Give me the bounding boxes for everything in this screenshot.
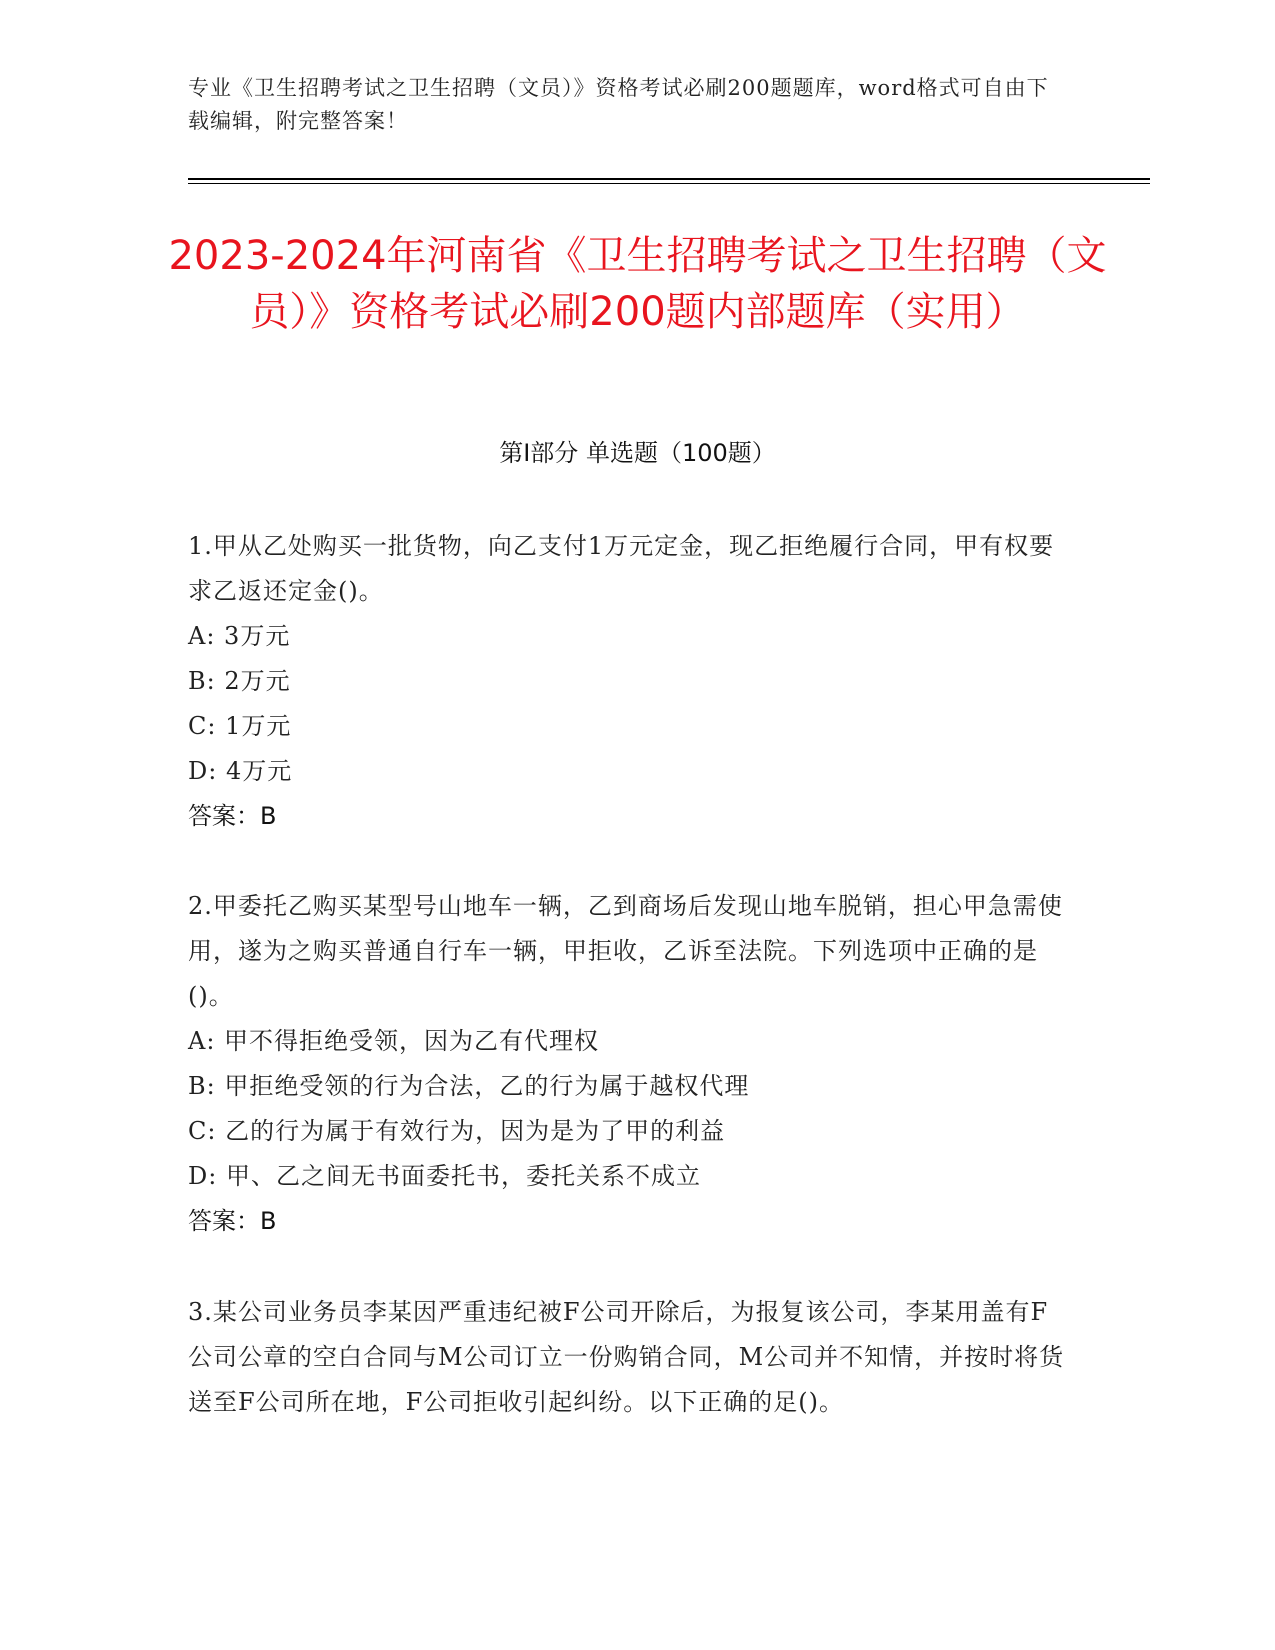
header-divider-thick: [188, 178, 1150, 180]
document-title: 2023-2024年河南省《卫生招聘考试之卫生招聘（文员）》资格考试必刷200题内部题库（实用）: [168, 233, 1107, 335]
option-d: D: 甲、乙之间无书面委托书，委托关系不成立: [188, 1162, 701, 1190]
option-c: C: 1万元: [188, 712, 292, 740]
option-a: A: 甲不得拒绝受领，因为乙有代理权: [188, 1027, 600, 1055]
question-3: [188, 1290, 1068, 1425]
answer: 答案：B: [188, 802, 277, 830]
option-a: A: 3万元: [188, 622, 291, 650]
question-2: [188, 884, 1068, 1244]
header-divider-thin: [188, 183, 1150, 184]
section-title: 第I部分 单选题（100题）: [499, 439, 776, 467]
answer: 答案：B: [188, 1207, 277, 1235]
question-1: [188, 524, 1068, 839]
question-stem: 2.甲委托乙购买某型号山地车一辆，乙到商场后发现山地车脱销，担心甲急需使用，遂为之购买普通自行车一辆，甲拒收，乙诉至法院。下列选项中正确的是()。: [188, 892, 1063, 1010]
option-c: C: 乙的行为属于有效行为，因为是为了甲的利益: [188, 1117, 726, 1145]
option-b: B: 2万元: [188, 667, 291, 695]
option-b: B: 甲拒绝受领的行为合法，乙的行为属于越权代理: [188, 1072, 750, 1100]
header-note: 专业《卫生招聘考试之卫生招聘（文员）》资格考试必刷200题题库，word格式可自由下载编辑，附完整答案！: [188, 76, 1049, 133]
question-stem: 3.某公司业务员李某因严重违纪被F公司开除后，为报复该公司，李某用盖有F公司公章的空白合同与M公司订立一份购销合同，M公司并不知情，并按时将货送至F公司所在地，F公司拒收引起纠纷。以下正确的足()。: [188, 1298, 1065, 1416]
question-stem: 1.甲从乙处购买一批货物，向乙支付1万元定金，现乙拒绝履行合同，甲有权要求乙返还定金()。: [188, 532, 1055, 605]
option-d: D: 4万元: [188, 757, 293, 785]
